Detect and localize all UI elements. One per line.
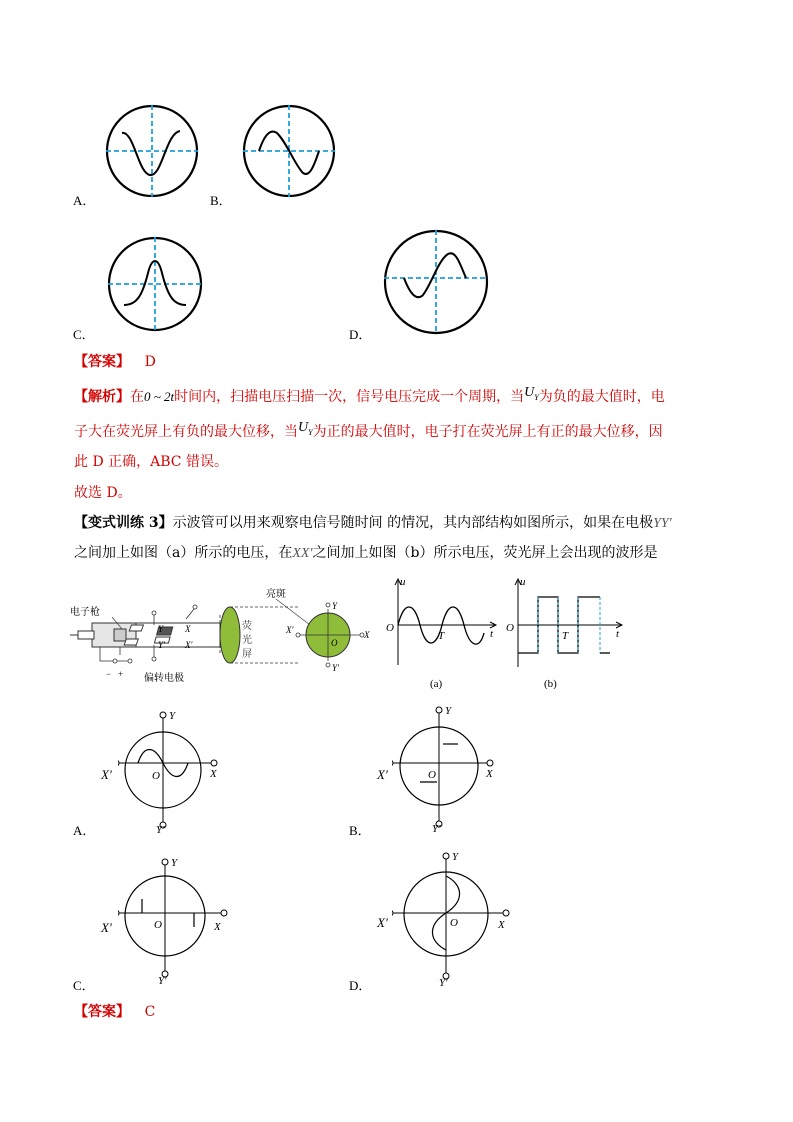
q1-answer-label: 【答案】 bbox=[74, 354, 130, 370]
graph-a-caption: (a) bbox=[430, 678, 443, 690]
q2-option-b-label: B． bbox=[349, 823, 371, 838]
q2-option-b-xprime: X′ bbox=[377, 767, 388, 782]
axis-x: X bbox=[210, 768, 217, 780]
q1-analysis-label: 【解析】 bbox=[74, 389, 130, 405]
q2-option-b-figure bbox=[392, 702, 502, 832]
front-x-label: X bbox=[364, 630, 370, 640]
q2-answer-label: 【答案】 bbox=[74, 1004, 130, 1020]
graph-a-t: t bbox=[490, 628, 494, 640]
graph-b-t: t bbox=[616, 628, 620, 640]
oscilloscope-diagram bbox=[70, 585, 380, 685]
q2-answer bbox=[74, 1002, 155, 1022]
q2-option-d-xprime: X′ bbox=[377, 915, 388, 930]
diagram-x-prime-label: X′ bbox=[185, 640, 193, 650]
axis-y: Y bbox=[452, 851, 459, 863]
graph-a bbox=[384, 575, 504, 693]
q1-analysis-text: 为负的最大值时，电 bbox=[538, 389, 665, 405]
axis-o: O bbox=[450, 917, 458, 929]
q1-option-b-figure bbox=[241, 103, 337, 199]
diagram-electrodes-label: 偏转电极 bbox=[144, 673, 184, 684]
graph-b-caption: (b) bbox=[544, 678, 557, 690]
q1-analysis-line-2 bbox=[74, 422, 663, 448]
front-o-label: O bbox=[331, 638, 338, 648]
diagram-plus: + bbox=[118, 669, 124, 679]
q2-stem-text: 示波管可以用来观察电信号随时间 的情况，其内部结构如图所示，如果在电极 bbox=[172, 515, 654, 531]
q2-option-a-figure bbox=[118, 707, 228, 833]
q2-option-c-xprime: X′ bbox=[101, 920, 112, 935]
q2-yy-label: YY′ bbox=[653, 516, 672, 531]
graph-a-u: u bbox=[400, 576, 406, 588]
q1-option-d-figure bbox=[382, 228, 490, 336]
axis-y-prime: Y′ bbox=[156, 824, 165, 833]
diagram-y-prime-label: Y′ bbox=[158, 640, 165, 650]
axis-x: X bbox=[498, 919, 505, 931]
q2-option-a-xprime: X′ bbox=[101, 767, 112, 782]
q1-analysis-uy bbox=[524, 385, 539, 400]
graph-a-o: O bbox=[386, 622, 394, 634]
q1-analysis-text: 在 bbox=[130, 389, 144, 405]
axis-x: X bbox=[214, 921, 221, 933]
q1-option-c-figure bbox=[106, 235, 204, 333]
q1-option-d-label: D． bbox=[349, 327, 372, 342]
axis-o: O bbox=[154, 919, 162, 931]
q2-option-d-label: D． bbox=[349, 978, 372, 993]
q1-analysis-uy-sub: Y bbox=[534, 392, 539, 402]
q1-analysis-text: 子大在荧光屏上有负的最大位移，当 bbox=[74, 424, 298, 440]
front-y-prime-label: Y′ bbox=[332, 663, 339, 673]
axis-x: X bbox=[486, 768, 493, 780]
axis-y-prime: Y′ bbox=[158, 975, 167, 986]
diagram-screen-char-2: 光 bbox=[242, 635, 252, 646]
q1-option-c-label: C． bbox=[73, 327, 95, 342]
graph-a-T: T bbox=[438, 630, 445, 642]
axis-o: O bbox=[152, 770, 160, 782]
axis-o: O bbox=[428, 769, 436, 781]
q1-analysis-uy-sub: Y bbox=[308, 427, 313, 437]
diagram-spot-label: 亮斑 bbox=[266, 589, 286, 600]
q1-answer-value: D bbox=[144, 354, 156, 370]
q1-option-b-label: B． bbox=[210, 193, 232, 208]
graph-b bbox=[504, 575, 630, 693]
q1-option-a-figure bbox=[104, 103, 200, 199]
axis-y-prime: Y′ bbox=[432, 823, 441, 832]
q2-stem-line-1 bbox=[74, 513, 672, 534]
q2-answer-value: C bbox=[144, 1004, 156, 1020]
diagram-gun-label: 电子枪 bbox=[70, 607, 100, 618]
front-y-label: Y bbox=[332, 601, 338, 611]
axis-y-prime: Y′ bbox=[439, 977, 448, 988]
q1-analysis-text: 为正的最大值时，电子打在荧光屏上有正的最大位移，因 bbox=[312, 424, 663, 440]
diagram-x-label: X bbox=[185, 624, 191, 634]
q2-option-c-label: C． bbox=[73, 978, 95, 993]
axis-y: Y bbox=[445, 705, 452, 717]
axis-y: Y bbox=[169, 710, 176, 722]
q1-analysis-uy-letter: U bbox=[524, 385, 535, 400]
q2-option-c-figure bbox=[118, 854, 228, 986]
diagram-minus: − bbox=[106, 669, 112, 679]
q2-title: 【变式训练 3】 bbox=[74, 515, 173, 531]
front-x-prime-label: X′ bbox=[286, 625, 294, 635]
q2-stem-line-2 bbox=[74, 543, 658, 564]
q2-option-d-figure bbox=[392, 848, 512, 988]
diagram-y-label: Y bbox=[158, 624, 164, 634]
q1-analysis-math: 0 ~ 2t bbox=[144, 389, 175, 404]
graph-b-T: T bbox=[562, 630, 569, 642]
q2-stem-text: 之间加上如图（a）所示的电压，在 bbox=[74, 545, 293, 561]
q1-analysis-uy-letter: U bbox=[298, 420, 309, 435]
diagram-screen-char-1: 荧 bbox=[242, 621, 252, 632]
q1-analysis-text: 时间内，扫描电压扫描一次，信号电压完成一个周期，当 bbox=[174, 389, 525, 405]
axis-y: Y bbox=[171, 857, 178, 869]
q2-xx-label: XX′ bbox=[292, 546, 313, 561]
q2-option-a-label: A． bbox=[73, 823, 96, 838]
q1-answer bbox=[74, 352, 156, 372]
q1-analysis-line-3: 此 D 正确，ABC 错误。 bbox=[74, 454, 228, 470]
graph-b-o: O bbox=[506, 622, 514, 634]
q1-option-a-label: A． bbox=[73, 193, 96, 208]
graph-b-u: u bbox=[520, 576, 526, 588]
q1-conclusion: 故选 D。 bbox=[74, 485, 132, 501]
q1-analysis-uy bbox=[298, 420, 313, 435]
diagram-screen-char-3: 屏 bbox=[242, 649, 252, 660]
q2-stem-text: 之间加上如图（b）所示电压，荧光屏上会出现的波形是 bbox=[312, 545, 658, 561]
q1-analysis-line-1 bbox=[74, 387, 665, 413]
